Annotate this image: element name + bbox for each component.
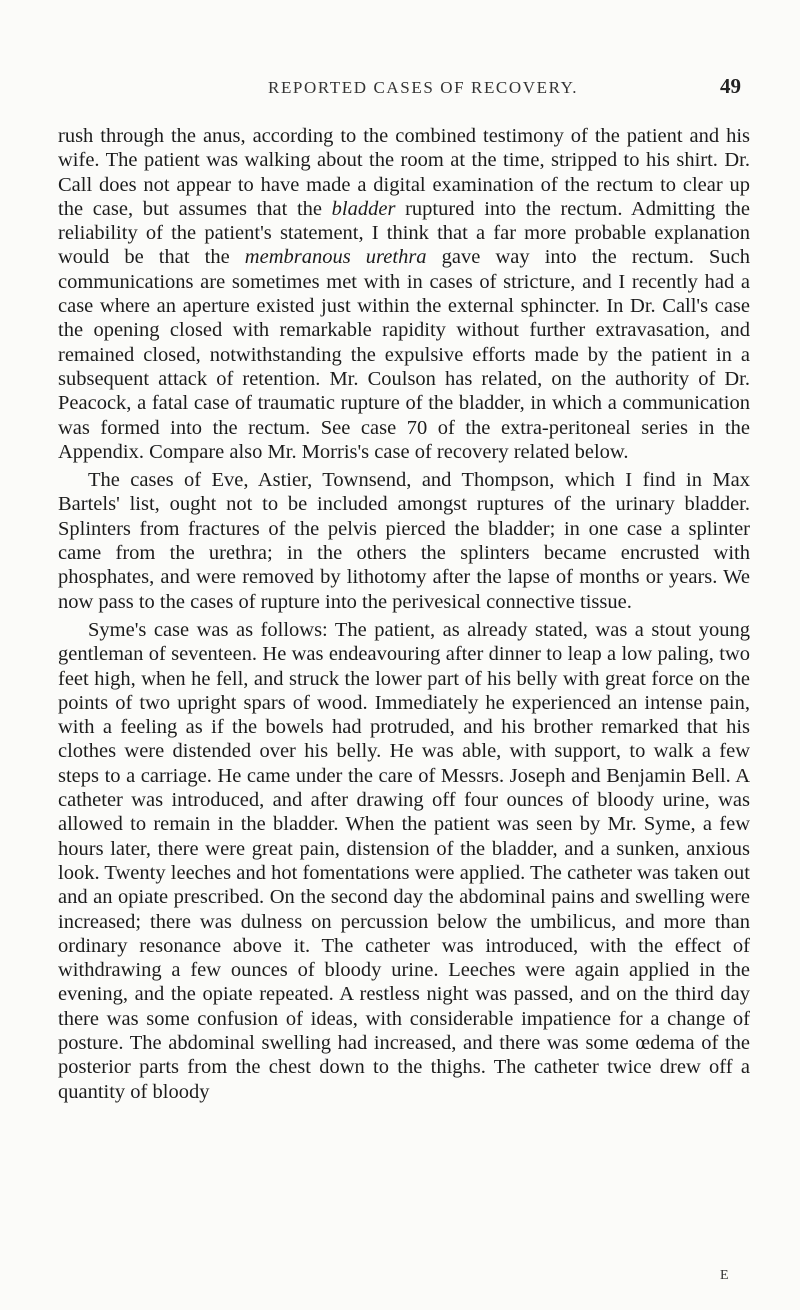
paragraph <box>58 468 750 614</box>
paragraph-text: rush through the anus, according to the combined testimony of the patient and his wife. The patient was walking about the room at the time, stripped to his shirt. Dr. Call does not appear to have made a digital examination of the rectum to clear up the case, but assumes that the <box>58 125 750 220</box>
page-header <box>0 74 800 104</box>
paragraph-text: gave way into the rectum. Such communications are sometimes met with in cases of stricture, and I recently had a case where an aperture existed just within the external sphincter. In Dr. Call's case the opening closed with remarkable rapidity without further extravasation, and remained closed, notwithstanding the expulsive efforts made by the patient in a subsequent attack of retention. Mr. Coulson has related, on the authority of Dr. Peacock, a fatal case of traumatic rupture of the bladder, in which a communication was formed into the rectum. See case 70 of the extra-peritoneal series in the Appendix. Compare also Mr. Morris's case of recovery related below. <box>58 246 751 463</box>
page-number: 49 <box>720 74 741 98</box>
paragraph-text: ruptured into the rectum. Admitting the reliability of the patient's statement, I think that a far more probable explanation would be that the <box>58 197 750 269</box>
paragraph-text: Syme's case was as follows: The patient, as already stated, was a stout young gentleman of seventeen. He was endeavouring after dinner to leap a low paling, two feet high, when he fell, and struck the lower part of his belly with great force on the points of two upright spars of wood. Immediately he experienced an intense pain, with a feeling as if the bowels had protruded, and his brother remarked that his clothes were distended over his belly. He was able, with support, to walk a few steps to a carriage. He came under the care of Messrs. Joseph and Benjamin Bell. A catheter was introduced, and after drawing off four ounces of bloody urine, was allowed to remain in the bladder. When the patient was seen by Mr. Syme, a few hours later, there were great pain, distension of the bladder, and a sunken, anxious look. Twenty leeches and hot fomentations were applied. The catheter was taken out and an opiate prescribed. On the second day the abdominal pains and swelling were increased; there was dulness on percussion below the umbilicus, and more than ordinary resonance above it. The catheter was introduced, with the effect of withdrawing a few ounces of bloody urine. Leeches were again applied in the evening, and the opiate repeated. A restless night was passed, and on the third day there was some confusion of ideas, with considerable impatience for a change of posture. The abdominal swelling had increased, and there was some œdema of the posterior parts from the chest down to the thighs. The catheter twice drew off a quantity of bloody <box>58 618 750 1103</box>
body-text <box>58 124 750 1104</box>
italic-text: membranous urethra <box>244 246 427 269</box>
signature-mark: E <box>720 1268 729 1283</box>
italic-text: bladder <box>331 197 396 220</box>
paragraph <box>58 124 750 464</box>
paragraph <box>58 618 750 1104</box>
running-head: REPORTED CASES OF RECOVERY. <box>268 78 579 97</box>
paragraph-text: The cases of Eve, Astier, Townsend, and Thompson, which I find in Max Bartels' list, ought not to be included amongst ruptures of the urinary bladder. Splinters from fractures of the pelvis pierced the bladder; in one case a splinter came from the urethra; in the others the splinters became encrusted with phosphates, and were removed by lithotomy after the lapse of months or years. We now pass to the cases of rupture into the perivesical connective tissue. <box>58 469 750 613</box>
